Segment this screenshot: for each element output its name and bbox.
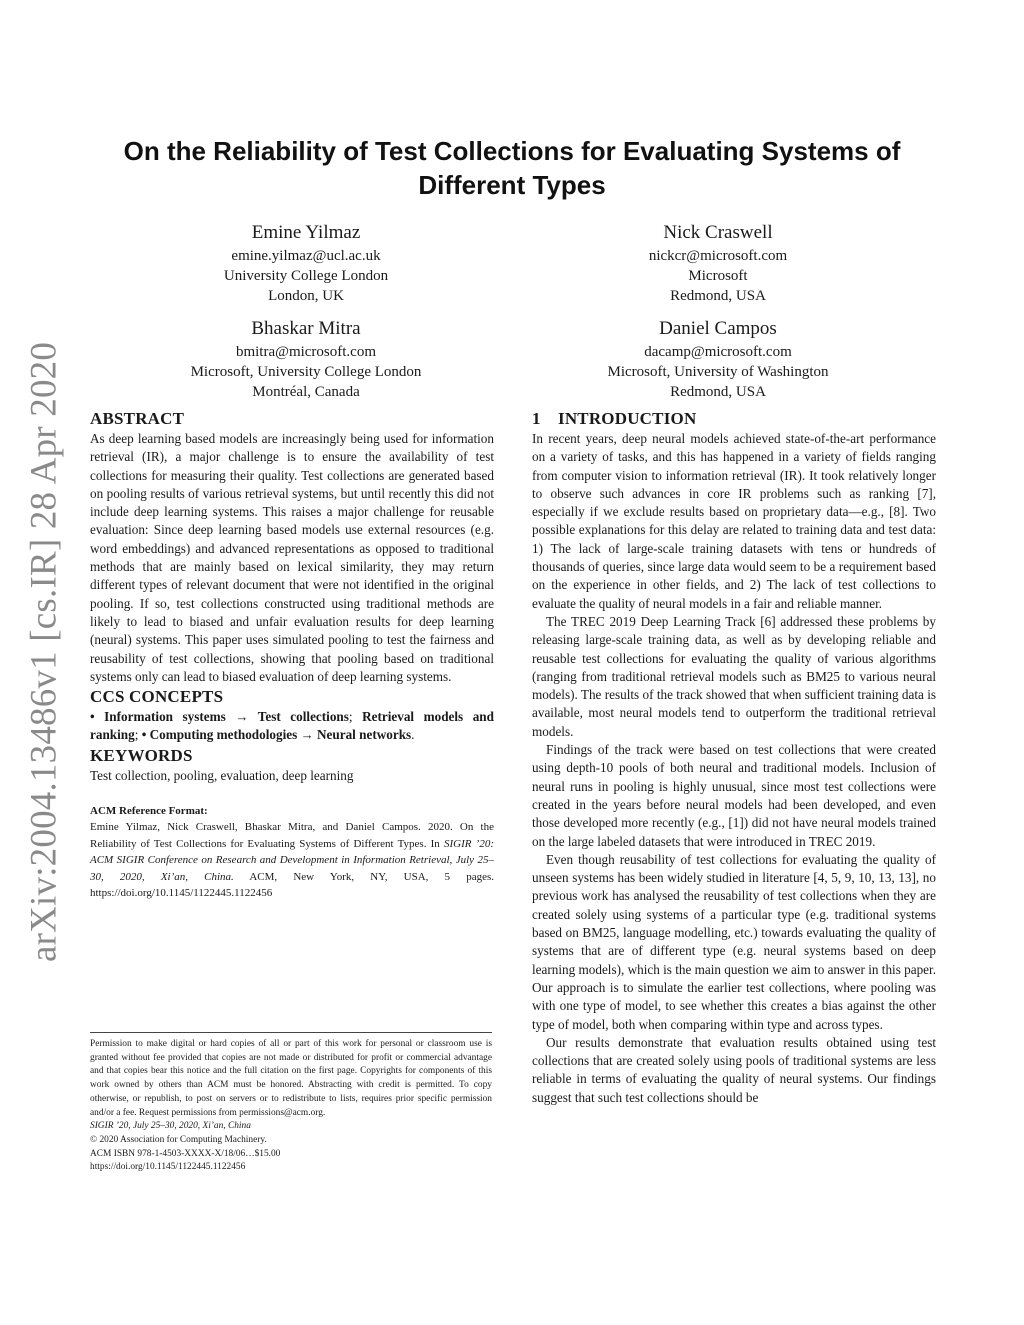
keywords-text: Test collection, pooling, evaluation, deep learning [90,767,354,783]
ccs-separator: ; [348,709,363,725]
author-name: Bhaskar Mitra [251,318,361,339]
author-email: emine.yilmaz@ucl.ac.uk [231,248,381,264]
intro-paragraph-2: The TREC 2019 Deep Learning Track [6] addressed these problems by releasing large-scale training data, as well as by developing reliable and reusable test collections for evaluating the quality of various algorithms (ranging from traditional retrieval models such as BM25 to various neural models). The results of the track showed that when sufficient training data is available, most neural models tend to outperform the traditional retrieval models. [532,613,936,739]
right-column [532,408,936,1107]
abstract-text: As deep learning based models are increasingly being used for information retrieval (IR), a major challenge is to ensure the availability of test collections for measuring their quality. Test collections are generated based on pooling results of various retrieval systems, but until recently this did not include deep learning systems. This raises a major challenge for reusable evaluation: Since deep learning based models use external resources (e.g. word embeddings) and advanced representations as opposed to traditional methods that are mainly based on lexical similarity, they may return different types of relevant document that were not identified in the original pooling. If so, test collections constructed using traditional methods are likely to lead to biased and unfair evaluation results for deep learning (neural) systems. This paper uses simulated pooling to test the fairness and reusability of test collections, showing that pooling based on traditional systems only can lead to biased evaluation of deep learning systems. [90,431,494,684]
footnote-divider [90,1032,492,1033]
keywords-heading: KEYWORDS [90,745,193,765]
author-location: Redmond, USA [670,384,766,400]
intro-paragraph-4: Even though reusability of test collections for evaluating the quality of unseen systems has been widely studied in literature [4, 5, 9, 10, 13, 13], no previous work has analysed the reusability of test collections when they are created solely using systems of a particular type (e.g. traditional systems based on BM25, language modelling, etc.) towards evaluating the quality of systems that are of different type (e.g. neural systems based on deep learning models), which is the main question we aim to answer in this paper. Our approach is to simulate the earlier test collections, where pooling was with one type of model, to see whether this creates a bias against the other type of model, both when comparing within type and across types. [532,851,936,1032]
footnote-venue: SIGIR ’20, July 25–30, 2020, Xi’an, China [90,1121,251,1132]
author-email: nickcr@microsoft.com [648,248,788,264]
ccs-concepts-heading: CCS CONCEPTS [90,687,224,707]
acm-reference-heading: ACM Reference Format: [90,805,208,818]
arxiv-identifier-stamp: arXiv:2004.13486v1 [cs.IR] 28 Apr 2020 [23,341,65,963]
author-location: Redmond, USA [670,288,766,304]
author-block-2 [538,220,898,306]
author-affiliation: Microsoft, University of Washington [607,364,829,380]
author-block-3 [126,316,486,402]
ccs-concept-2: Retrieval models and ranking [90,709,494,743]
author-email: bmitra@microsoft.com [235,344,377,360]
author-name: Emine Yilmaz [251,222,361,243]
ccs-concept-1: • Information systems → Test collections [90,709,349,725]
author-block-4 [538,316,898,402]
footnote-isbn: ACM ISBN 978-1-4503-XXXX-X/18/06…$15.00 [90,1148,281,1159]
left-column [90,408,494,902]
acm-reference-publisher: ACM, New York, NY, USA, 5 pages. https://doi.org/10.1145/1122445.1122456 [90,870,494,900]
introduction-heading [532,408,936,430]
ccs-concepts-text [90,708,494,745]
author-location: London, UK [268,288,344,304]
intro-paragraph-1: In recent years, deep neural models achieved state-of-the-art performance on a variety of tasks, and this has happened in a variety of fields ranging from computer vision to information retrieval (IR). It took relatively longer to observe such advances in core IR problems such as ranking [7], especially if we exclude results based on proprietary data—e.g., [8]. Two possible explanations for this delay are related to training data and test data: 1) The lack of large-scale training datasets with tens or hundreds of thousands of queries, since large data would seem to be a requirement based on the experience in other fields, and 2) The lack of test collections to evaluate the quality of neural models in a fair and reliable manner. [532,431,936,611]
ccs-separator: ; [134,727,142,743]
author-block-1 [126,220,486,306]
ccs-concept-3: • Computing methodologies → Neural networks [141,727,412,743]
author-affiliation: University College London [223,268,389,284]
copyright-footnote [90,1038,492,1175]
footnote-doi: https://doi.org/10.1145/1122445.1122456 [90,1162,246,1173]
section-title: INTRODUCTION [558,409,697,428]
ccs-end: . [411,727,415,743]
acm-reference-authors: Emine Yilmaz, Nick Craswell, Bhaskar Mitra, and Daniel Campos. 2020. On the Reliability of Test Collections for Evaluating Systems of Different Types. In [90,821,494,850]
author-name: Daniel Campos [659,318,777,339]
abstract-heading: ABSTRACT [90,409,185,428]
author-email: dacamp@microsoft.com [644,344,792,360]
intro-paragraph-3: Findings of the track were based on test collections that were created using depth-10 pools of both neural and traditional models. Inclusion of neural runs in pooling is highly unusual, since most test collections were created in the years before neural models had been developed, and even those developed more recently (e.g., [1]) did not have neural models trained on the large labeled datasets that were introduced in TREC 2019. [532,742,936,849]
intro-paragraph-5: Our results demonstrate that evaluation results obtained using test collections that are created solely using pools of traditional systems are less reliable in terms of evaluating the quality of neural systems. Our findings suggest that such test collections should be [532,1034,936,1105]
author-name: Nick Craswell [663,222,773,243]
acm-reference-venue: SIGIR ’20: ACM SIGIR Conference on Research and Development in Information Retrieval, July 25–30, 2020, Xi’an, China. [90,837,494,883]
author-affiliation: Microsoft, University College London [190,364,422,380]
author-affiliation: Microsoft [688,268,748,284]
acm-reference-text [90,819,494,902]
author-location: Montréal, Canada [252,384,360,400]
paper-title-line-2: Different Types [418,170,606,200]
section-number: 1 [532,409,541,428]
paper-title [90,134,934,202]
paper-title-line-1: On the Reliability of Test Collections for Evaluating Systems of [123,136,901,166]
permission-notice: Permission to make digital or hard copies of all or part of this work for personal or classroom use is granted without fee provided that copies are not made or distributed for profit or commercial advantage and that copies bear this notice and the full citation on the first page. Copyrights for components of this work owned by others than ACM must be honored. Abstracting with credit is permitted. To copy otherwise, or republish, to post on servers or to redistribute to lists, requires prior specific permission and/or a fee. Request permissions from permissions@acm.org. [90,1039,492,1118]
footnote-copyright: © 2020 Association for Computing Machinery. [90,1134,267,1145]
